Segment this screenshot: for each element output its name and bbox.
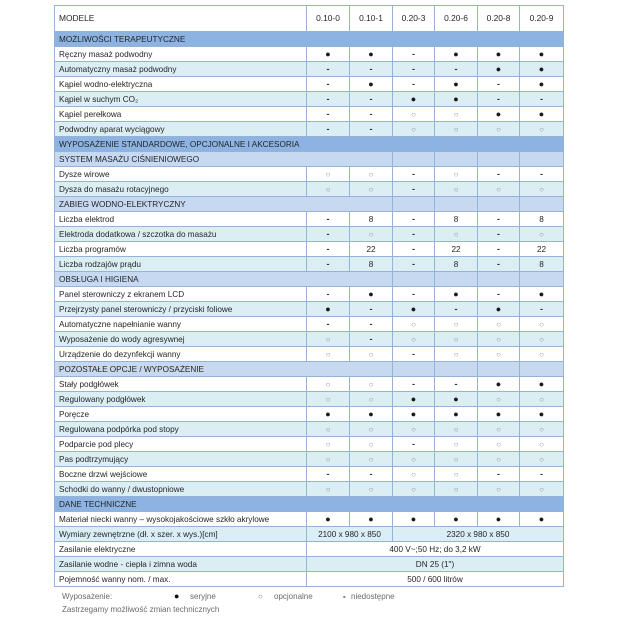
table-row (55, 557, 564, 572)
value-cell: 8 (435, 212, 478, 227)
unavailable-dash-icon: - (478, 77, 520, 92)
standard-bullet-icon: ● (478, 512, 520, 527)
section-header-row (55, 497, 564, 512)
unavailable-dash-icon: - (307, 107, 350, 122)
model-header: 0.20-9 (520, 6, 564, 32)
standard-bullet-icon: ● (435, 287, 478, 302)
unavailable-dash-icon: - (307, 257, 350, 272)
optional-circle-icon: ○ (307, 452, 350, 467)
optional-circle-icon: ○ (478, 422, 520, 437)
legend (62, 590, 462, 616)
subsection-cell (478, 272, 520, 287)
unavailable-dash-icon: - (393, 287, 435, 302)
unavailable-dash-icon: - (393, 212, 435, 227)
row-label: Kąpiel w suchym CO₂ (55, 92, 307, 107)
standard-bullet-icon: ● (520, 77, 564, 92)
standard-bullet-icon: ● (435, 47, 478, 62)
optional-circle-icon: ○ (307, 437, 350, 452)
row-label: Panel sterowniczy z ekranem LCD (55, 287, 307, 302)
table-row (55, 437, 564, 452)
standard-bullet-icon: ● (350, 407, 393, 422)
subsection-cell (393, 362, 435, 377)
row-label: Kąpiel perełkowa (55, 107, 307, 122)
unavailable-dash-icon: - (520, 467, 564, 482)
row-label: Poręcze (55, 407, 307, 422)
legend-standard: seryjne (190, 592, 216, 601)
legend-row (62, 590, 462, 603)
optional-circle-icon: ○ (350, 182, 393, 197)
optional-circle-icon: ○ (307, 482, 350, 497)
section-title: WYPOSAŻENIE STANDARDOWE, OPCJONALNE I AKCESORIA (55, 137, 564, 152)
subsection-header-row (55, 272, 564, 287)
unavailable-dash-icon: - (350, 122, 393, 137)
unavailable-dash-icon: - (393, 377, 435, 392)
table-row (55, 47, 564, 62)
optional-circle-icon: ○ (307, 377, 350, 392)
unavailable-dash-icon: - (307, 77, 350, 92)
optional-circle-icon: ○ (520, 422, 564, 437)
unavailable-dash-icon: - (393, 227, 435, 242)
unavailable-dash-icon: - (350, 467, 393, 482)
unavailable-dash-icon: - (393, 437, 435, 452)
standard-bullet-icon: ● (520, 62, 564, 77)
unavailable-dash-icon: - (478, 92, 520, 107)
capacity-value: 500 / 600 litrów (307, 572, 564, 587)
section-header-row (55, 137, 564, 152)
subsection-cell (478, 152, 520, 167)
optional-circle-icon: ○ (435, 452, 478, 467)
optional-circle-icon: ○ (307, 167, 350, 182)
optional-circle-icon: ○ (350, 227, 393, 242)
unavailable-dash-icon: - (478, 242, 520, 257)
header-row (55, 6, 564, 32)
row-label: Automatyczne napełnianie wanny (55, 317, 307, 332)
row-label: Kąpiel wodno-elektryczna (55, 77, 307, 92)
model-header: 0.20-6 (435, 6, 478, 32)
section-title: DANE TECHNICZNE (55, 497, 564, 512)
table-row (55, 182, 564, 197)
spec-table (54, 5, 564, 587)
optional-circle-icon: ○ (258, 592, 263, 601)
table-row (55, 167, 564, 182)
optional-circle-icon: ○ (393, 317, 435, 332)
row-label: Dysze wirowe (55, 167, 307, 182)
unavailable-dash-icon: - (307, 212, 350, 227)
water-value: DN 25 (1") (307, 557, 564, 572)
subsection-title: POZOSTAŁE OPCJE / WYPOSAŻENIE (55, 362, 393, 377)
value-cell: 8 (520, 257, 564, 272)
unavailable-dash-icon: - (307, 227, 350, 242)
table-row (55, 467, 564, 482)
optional-circle-icon: ○ (520, 437, 564, 452)
value-cell: 22 (350, 242, 393, 257)
standard-bullet-icon: ● (435, 407, 478, 422)
subsection-header-row (55, 197, 564, 212)
optional-circle-icon: ○ (393, 332, 435, 347)
standard-bullet-icon: ● (307, 302, 350, 317)
optional-circle-icon: ○ (350, 347, 393, 362)
standard-bullet-icon: ● (520, 377, 564, 392)
standard-bullet-icon: ● (435, 92, 478, 107)
value-cell: 22 (520, 242, 564, 257)
unavailable-dash-icon: - (393, 77, 435, 92)
table-row (55, 302, 564, 317)
unavailable-dash-icon: - (478, 167, 520, 182)
subsection-header-row (55, 152, 564, 167)
optional-circle-icon: ○ (478, 437, 520, 452)
optional-circle-icon: ○ (478, 392, 520, 407)
row-label: Podwodny aparat wyciągowy (55, 122, 307, 137)
unavailable-dash-icon: - (307, 92, 350, 107)
table-row (55, 122, 564, 137)
subsection-title: ZABIEG WODNO-ELEKTRYCZNY (55, 197, 393, 212)
optional-circle-icon: ○ (350, 167, 393, 182)
value-cell: 8 (350, 257, 393, 272)
row-label: Liczba programów (55, 242, 307, 257)
subsection-cell (393, 272, 435, 287)
unavailable-dash-icon: - (350, 62, 393, 77)
subsection-cell (520, 152, 564, 167)
unavailable-dash-icon: - (343, 592, 346, 601)
table-row (55, 317, 564, 332)
standard-bullet-icon: ● (520, 47, 564, 62)
row-label: Wymiary zewnętrzne (dł. x szer. x wys.)[cm] (55, 527, 307, 542)
row-label: Urządzenie do dezynfekcji wanny (55, 347, 307, 362)
table-row (55, 257, 564, 272)
unavailable-dash-icon: - (393, 47, 435, 62)
row-label: Schodki do wanny / dwustopniowe (55, 482, 307, 497)
legend-unavailable: niedostępne (351, 592, 395, 601)
standard-bullet-icon: ● (350, 47, 393, 62)
row-label: Boczne drzwi wejściowe (55, 467, 307, 482)
unavailable-dash-icon: - (307, 317, 350, 332)
subsection-cell (478, 362, 520, 377)
optional-circle-icon: ○ (435, 332, 478, 347)
row-label: Wyposażenie do wody agresywnej (55, 332, 307, 347)
row-label: Liczba elektrod (55, 212, 307, 227)
unavailable-dash-icon: - (520, 302, 564, 317)
table-row (55, 242, 564, 257)
standard-bullet-icon: ● (478, 377, 520, 392)
models-label: MODELE (55, 6, 307, 32)
unavailable-dash-icon: - (393, 182, 435, 197)
optional-circle-icon: ○ (520, 452, 564, 467)
subsection-cell (435, 197, 478, 212)
standard-bullet-icon: ● (478, 107, 520, 122)
standard-bullet-icon: ● (435, 512, 478, 527)
standard-bullet-icon: ● (393, 407, 435, 422)
table-row (55, 212, 564, 227)
legend-title: Wyposażenie: (62, 592, 113, 601)
unavailable-dash-icon: - (307, 62, 350, 77)
standard-bullet-icon: ● (478, 302, 520, 317)
standard-bullet-icon: ● (393, 92, 435, 107)
unavailable-dash-icon: - (393, 257, 435, 272)
optional-circle-icon: ○ (478, 182, 520, 197)
unavailable-dash-icon: - (520, 167, 564, 182)
optional-circle-icon: ○ (393, 482, 435, 497)
standard-bullet-icon: ● (478, 62, 520, 77)
optional-circle-icon: ○ (478, 122, 520, 137)
row-label: Zasilanie wodne - ciepła i zimna woda (55, 557, 307, 572)
optional-circle-icon: ○ (393, 422, 435, 437)
table-row (55, 512, 564, 527)
unavailable-dash-icon: - (478, 287, 520, 302)
standard-bullet-icon: ● (478, 407, 520, 422)
model-header: 0.10-1 (350, 6, 393, 32)
optional-circle-icon: ○ (520, 317, 564, 332)
optional-circle-icon: ○ (393, 452, 435, 467)
model-header: 0.20-3 (393, 6, 435, 32)
table-row (55, 77, 564, 92)
unavailable-dash-icon: - (478, 257, 520, 272)
optional-circle-icon: ○ (435, 122, 478, 137)
optional-circle-icon: ○ (307, 422, 350, 437)
unavailable-dash-icon: - (307, 242, 350, 257)
section-header-row (55, 32, 564, 47)
subsection-cell (393, 152, 435, 167)
optional-circle-icon: ○ (520, 122, 564, 137)
dimensions-value: 2320 x 980 x 850 (393, 527, 564, 542)
standard-bullet-icon: ● (520, 287, 564, 302)
value-cell: 22 (435, 242, 478, 257)
standard-bullet-icon: ● (393, 392, 435, 407)
optional-circle-icon: ○ (350, 392, 393, 407)
row-label: Elektroda dodatkowa / szczotka do masażu (55, 227, 307, 242)
unavailable-dash-icon: - (393, 347, 435, 362)
row-label: Materiał niecki wanny – wysokojakościowe szkło akrylowe (55, 512, 307, 527)
optional-circle-icon: ○ (307, 392, 350, 407)
optional-circle-icon: ○ (478, 482, 520, 497)
optional-circle-icon: ○ (350, 377, 393, 392)
row-label: Pojemność wanny nom. / max. (55, 572, 307, 587)
section-title: MOŻLIWOŚCI TERAPEUTYCZNE (55, 32, 564, 47)
optional-circle-icon: ○ (307, 182, 350, 197)
row-label: Liczba rodzajów prądu (55, 257, 307, 272)
table-row (55, 332, 564, 347)
table-row (55, 392, 564, 407)
table-row (55, 542, 564, 557)
unavailable-dash-icon: - (478, 227, 520, 242)
table-row (55, 422, 564, 437)
optional-circle-icon: ○ (393, 467, 435, 482)
optional-circle-icon: ○ (435, 437, 478, 452)
subsection-title: OBSŁUGA I HIGIENA (55, 272, 393, 287)
subsection-cell (478, 197, 520, 212)
standard-bullet-icon: ● (435, 392, 478, 407)
optional-circle-icon: ○ (350, 482, 393, 497)
model-header: 0.20-8 (478, 6, 520, 32)
subsection-cell (435, 272, 478, 287)
unavailable-dash-icon: - (393, 167, 435, 182)
standard-bullet-icon: ● (393, 512, 435, 527)
subsection-cell (520, 272, 564, 287)
row-label: Regulowana podpórka pod stopy (55, 422, 307, 437)
optional-circle-icon: ○ (435, 422, 478, 437)
optional-circle-icon: ○ (520, 347, 564, 362)
unavailable-dash-icon: - (350, 332, 393, 347)
standard-bullet-icon: ● (520, 407, 564, 422)
row-label: Regulowany podgłówek (55, 392, 307, 407)
unavailable-dash-icon: - (435, 302, 478, 317)
table-row (55, 287, 564, 302)
subsection-cell (520, 197, 564, 212)
subsection-cell (393, 197, 435, 212)
table-row (55, 377, 564, 392)
optional-circle-icon: ○ (350, 437, 393, 452)
standard-bullet-icon: ● (393, 302, 435, 317)
row-label: Dysza do masażu rotacyjnego (55, 182, 307, 197)
unavailable-dash-icon: - (350, 107, 393, 122)
unavailable-dash-icon: - (393, 62, 435, 77)
legend-note: Zastrzegamy możliwość zmian technicznych (62, 605, 220, 614)
unavailable-dash-icon: - (435, 62, 478, 77)
unavailable-dash-icon: - (478, 467, 520, 482)
subsection-cell (520, 362, 564, 377)
subsection-title: SYSTEM MASAŻU CIŚNIENIOWEGO (55, 152, 393, 167)
standard-bullet-icon: ● (307, 47, 350, 62)
table-row (55, 92, 564, 107)
optional-circle-icon: ○ (520, 182, 564, 197)
unavailable-dash-icon: - (307, 287, 350, 302)
optional-circle-icon: ○ (520, 332, 564, 347)
unavailable-dash-icon: - (350, 317, 393, 332)
optional-circle-icon: ○ (435, 107, 478, 122)
optional-circle-icon: ○ (435, 467, 478, 482)
optional-circle-icon: ○ (520, 392, 564, 407)
standard-bullet-icon: ● (520, 107, 564, 122)
optional-circle-icon: ○ (478, 317, 520, 332)
table-row (55, 482, 564, 497)
dimensions-value: 2100 x 980 x 850 (307, 527, 393, 542)
optional-circle-icon: ○ (520, 482, 564, 497)
standard-bullet-icon: ● (350, 77, 393, 92)
optional-circle-icon: ○ (435, 167, 478, 182)
table-row (55, 572, 564, 587)
table-row (55, 227, 564, 242)
standard-bullet-icon: ● (435, 77, 478, 92)
optional-circle-icon: ○ (307, 332, 350, 347)
optional-circle-icon: ○ (435, 182, 478, 197)
row-label: Podparcie pod plecy (55, 437, 307, 452)
subsection-header-row (55, 362, 564, 377)
unavailable-dash-icon: - (307, 122, 350, 137)
optional-circle-icon: ○ (307, 347, 350, 362)
optional-circle-icon: ○ (478, 347, 520, 362)
row-label: Automatyczny masaż podwodny (55, 62, 307, 77)
optional-circle-icon: ○ (478, 332, 520, 347)
table-row (55, 62, 564, 77)
row-label: Stały podgłówek (55, 377, 307, 392)
row-label: Przejrzysty panel sterowniczy / przyciski foliowe (55, 302, 307, 317)
legend-optional: opcjonalne (274, 592, 313, 601)
value-cell: 8 (435, 257, 478, 272)
standard-bullet-icon: ● (350, 512, 393, 527)
optional-circle-icon: ○ (520, 227, 564, 242)
standard-bullet-icon: ● (520, 512, 564, 527)
row-label: Ręczny masaż podwodny (55, 47, 307, 62)
optional-circle-icon: ○ (350, 422, 393, 437)
unavailable-dash-icon: - (393, 242, 435, 257)
unavailable-dash-icon: - (350, 92, 393, 107)
standard-bullet-icon: ● (307, 512, 350, 527)
power-value: 400 V~;50 Hz; do 3,2 kW (307, 542, 564, 557)
subsection-cell (435, 152, 478, 167)
table-row (55, 527, 564, 542)
unavailable-dash-icon: - (478, 212, 520, 227)
optional-circle-icon: ○ (393, 107, 435, 122)
standard-bullet-icon: ● (174, 591, 180, 601)
row-label: Pas podtrzymujący (55, 452, 307, 467)
row-label: Zasilanie elektryczne (55, 542, 307, 557)
value-cell: 8 (520, 212, 564, 227)
optional-circle-icon: ○ (435, 347, 478, 362)
model-header: 0.10-0 (307, 6, 350, 32)
subsection-cell (435, 362, 478, 377)
table-row (55, 407, 564, 422)
standard-bullet-icon: ● (307, 407, 350, 422)
optional-circle-icon: ○ (393, 122, 435, 137)
unavailable-dash-icon: - (435, 377, 478, 392)
table-row (55, 107, 564, 122)
table-row (55, 452, 564, 467)
standard-bullet-icon: ● (478, 47, 520, 62)
standard-bullet-icon: ● (350, 287, 393, 302)
unavailable-dash-icon: - (350, 302, 393, 317)
optional-circle-icon: ○ (478, 452, 520, 467)
optional-circle-icon: ○ (435, 317, 478, 332)
optional-circle-icon: ○ (435, 227, 478, 242)
optional-circle-icon: ○ (435, 482, 478, 497)
unavailable-dash-icon: - (520, 92, 564, 107)
value-cell: 8 (350, 212, 393, 227)
unavailable-dash-icon: - (307, 467, 350, 482)
optional-circle-icon: ○ (350, 452, 393, 467)
table-row (55, 347, 564, 362)
